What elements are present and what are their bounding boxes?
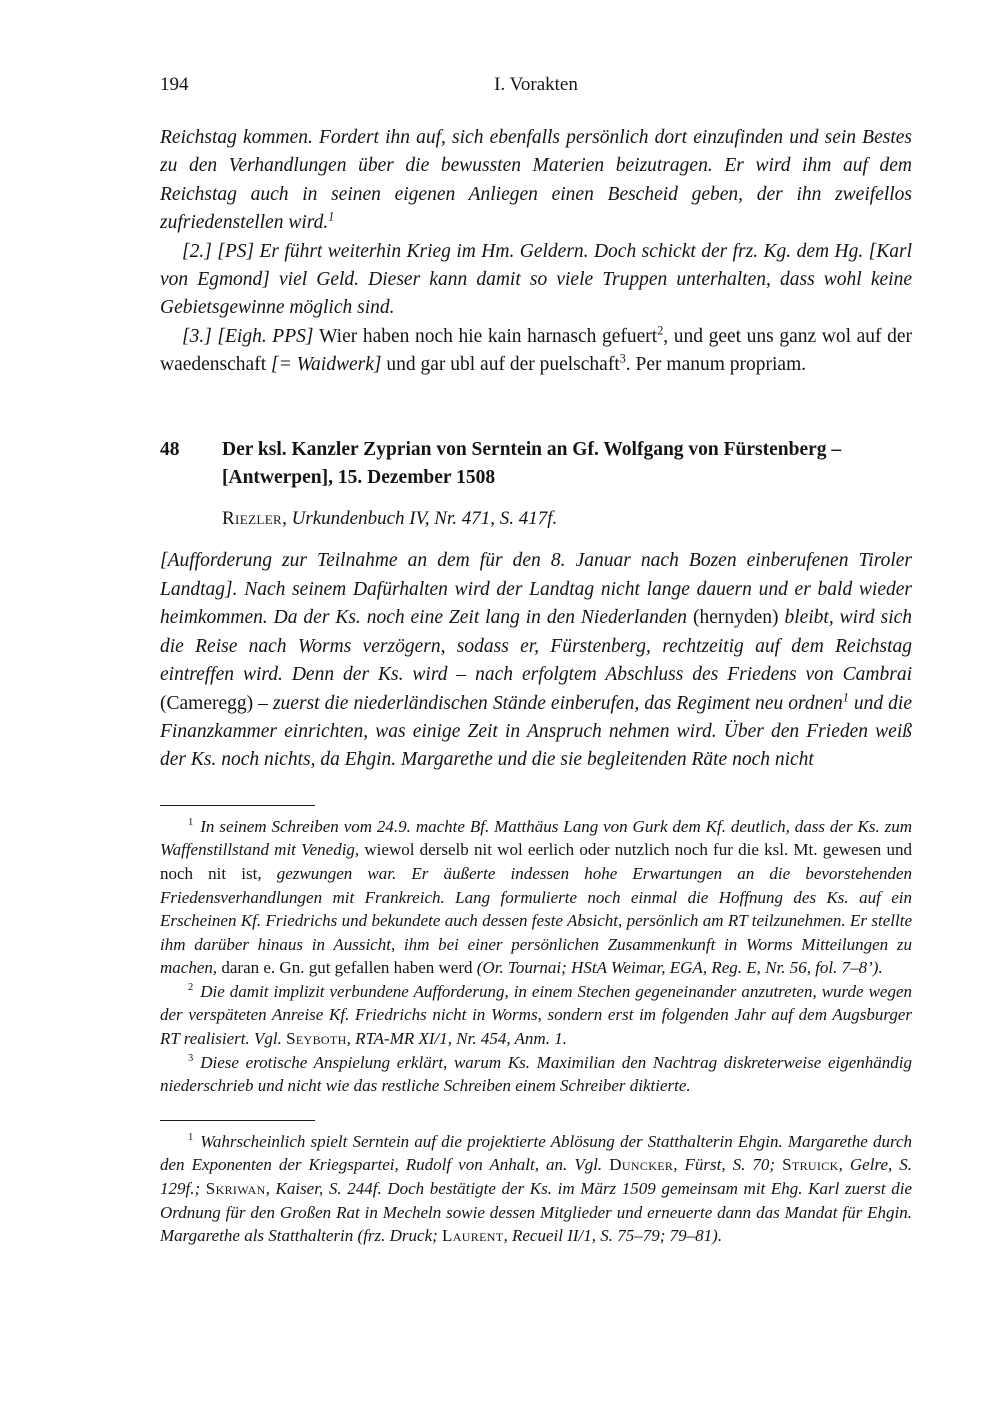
paragraph-continuation: Reichstag kommen. Fordert ihn auf, sich ebenfalls persönlich dort einzufinden und sein Bestes zu den Verhandlungen über die bewussten Materien beizutragen. Er wird ihm auf dem Reichstag auch in seinen eigenen Anliegen einen Bescheid geben, der ihn zweifellos zufriedenstellen wird.$^1$ <box>160 127 912 234</box>
document-number: 48 <box>160 438 180 460</box>
footnote-2: $^2$ Die damit implizit verbundene Aufforderung, in einem Stechen gegeneinander anzutreten, wurde wegen der verspäteten Anreise Kf. Friedrichs nicht in Worms, sondern erst im folgenden Jahr auf dem Augsburger RT realisiert. Vgl. Seyboth, RTA-MR XI/1, Nr. 454, Anm. 1. <box>160 981 912 1049</box>
footnote-3: $^3$ Diese erotische Anspielung erklärt, warum Ks. Maximilian den Nachtrag diskreterweise eigenhändig niederschrieb und nicht wie das restliche Schreiben einem Schreiber diktierte. <box>160 1052 912 1096</box>
running-head-title: I. Vorakten <box>494 74 578 95</box>
footnotes-summary-block <box>160 1130 912 1248</box>
footnote-1: $^1$ In seinem Schreiben vom 24.9. machte Bf. Matthäus Lang von Gurk dem Kf. deutlich, dass der Ks. zum Waffenstillstand mit Venedig, wiewol derselb nit wol eerlich oder nutzlich noch fur die ksl. Mt. gewesen und noch nit ist, gezwungen war. Er äußerte indessen hohe Erwartungen an die bevorstehenden Friedensverhandlungen mit Frankreich. Lang formulierte noch einmal die Hoffnung des Ks. auf ein Erscheinen Kf. Friedrichs und bekundete auch dessen feste Absicht, persönlich am RT teilzunehmen. Er stellte ihm darüber hinaus in Aussicht, ihm bei einer persönlichen Zusammenkunft in Worms Mitteilungen zu machen, daran e. Gn. gut gefallen haben werd (Or. Tournai; HStA Weimar, EGA, Reg. E, Nr. 56, fol. 7–8’). <box>160 816 912 978</box>
page-number: 194 <box>160 74 189 95</box>
page-content <box>160 74 912 1248</box>
running-header <box>160 74 912 96</box>
document-title: Der ksl. Kanzler Zyprian von Serntein an Gf. Wolfgang von Fürstenberg – [Antwerpen], 15. Dezember 1508 <box>222 438 842 489</box>
summary-footnote-1: $^1$ Wahrscheinlich spielt Serntein auf die projektierte Ablösung der Statthalterin Ehgin. Margarethe durch den Exponenten der Kriegspartei, Rudolf von Anhalt, an. Vgl. Duncker, Fürst, S. 70; Struick, Gelre, S. 129f.; Skriwan, Kaiser, S. 244f. Doch bestätigte der Ks. im März 1509 gemeinsam mit Ehg. Karl zuerst die Ordnung für den Großen Rat in Mecheln sowie dessen Mitglieder und erneuerte dann das Mandat für Ehgin. Margarethe als Statthalterin (frz. Druck; Laurent, Recueil II/1, S. 75–79; 79–81). <box>160 1131 913 1246</box>
document-heading <box>160 436 912 493</box>
footnote-separator-rule-2 <box>160 1120 315 1121</box>
paragraph-ps: [2.] [PS] Er führt weiterhin Krieg im Hm. Geldern. Doch schickt der frz. Kg. dem Hg. [Karl von Egmond] viel Geld. Dieser kann damit so viele Truppen unterhalten, dass wohl keine Gebietsgewinne möglich sind. <box>160 240 912 319</box>
summary-paragraph: [Aufforderung zur Teilnahme an dem für den 8. Januar nach Bozen einberufenen Tiroler Landtag]. Nach seinem Dafürhalten wird der Landtag nicht lange dauern und er bald wieder heimkommen. Da der Ks. noch eine Zeit lang in den Niederlanden (hernyden) bleibt, wird sich die Reise nach Worms verzögern, sodass er, Fürstenberg, rechtzeitig auf dem Reichstag eintreffen wird. Denn der Ks. wird – nach erfolgtem Abschluss des Friedens von Cambrai (Cameregg) – zuerst die niederländischen Stände einberufen, das Regiment neu ordnen$^1$ und die Finanzkammer einrichten, was einige Zeit in Anspruch nehmen wird. Über den Frieden weiß der Ks. noch nichts, da Ehgin. Margarethe und die sie begleitenden Räte noch nicht <box>160 550 913 771</box>
source-citation: Riezler, Urkundenbuch IV, Nr. 471, S. 417f. <box>222 508 558 530</box>
footnotes-text-block <box>160 815 912 1098</box>
footnote-separator-rule <box>160 805 315 806</box>
paragraph-pps: [3.] [Eigh. PPS] Wier haben noch hie kain harnasch gefuert$^2$, und geet uns ganz wol auf der waedenschaft [= Waidwerk] und gar ubl auf der puelschaft$^3$. Per manum propriam. <box>160 323 912 376</box>
